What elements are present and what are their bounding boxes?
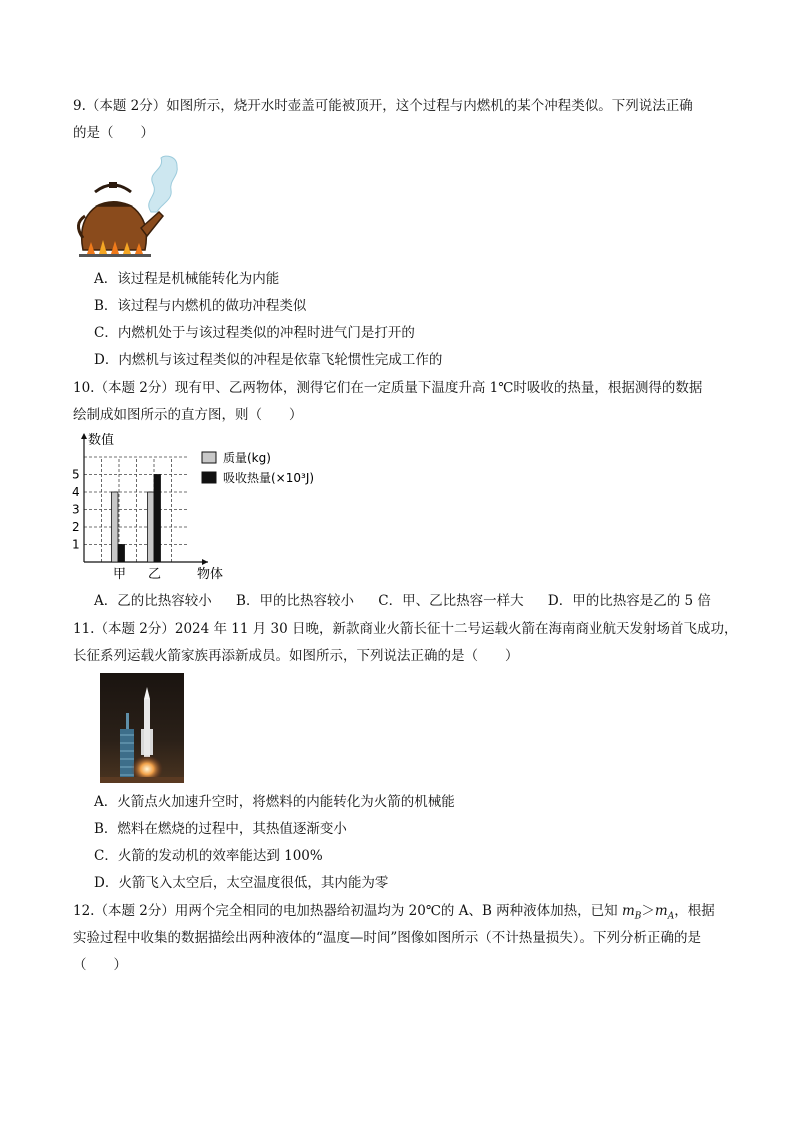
q9-option-a: A．该过程是机械能转化为内能 xyxy=(94,271,280,287)
chart-category-label: 甲 xyxy=(113,567,127,582)
bar xyxy=(154,475,161,563)
q11-stem-line2: 长征系列运载火箭家族再添新成员。如图所示，下列说法正确的是（ ） xyxy=(73,648,519,664)
y-tick-label: 5 xyxy=(72,467,80,482)
q11-option-b: B．燃料在燃烧的过程中，其热值逐渐变小 xyxy=(94,821,347,837)
rocket-launch-photo xyxy=(100,673,184,783)
q9-option-c: C．内燃机处于与该过程类似的冲程时进气门是打开的 xyxy=(94,325,415,341)
chart-ylabel: 数值 xyxy=(88,433,115,448)
x-axis-arrow xyxy=(202,559,208,565)
q11-option-d: D．火箭飞入太空后，太空温度很低，其内能为零 xyxy=(94,875,389,891)
legend-label-heat: 吸收热量(×10³J) xyxy=(223,471,315,485)
mass-a-symbol: $m_A$ xyxy=(654,903,675,922)
bar xyxy=(112,492,119,562)
q10-option-c: C．甲、乙比热容一样大 xyxy=(378,593,524,609)
q10-options xyxy=(94,592,731,610)
q11-option-c: C．火箭的发动机的效率能达到 100% xyxy=(94,848,323,864)
y-tick-label: 2 xyxy=(72,520,80,534)
q10-option-d: D．甲的比热容是乙的 5 倍 xyxy=(547,593,711,609)
q10-option-a: A．乙的比热容较小 xyxy=(94,593,212,609)
q12-stem-line1-end: ，根据 xyxy=(674,903,715,919)
q9-option-d: D．内燃机与该过程类似的冲程是依靠飞轮惯性完成工作的 xyxy=(94,352,443,368)
chart-category-label: 乙 xyxy=(148,567,162,582)
legend-swatch-heat xyxy=(202,472,216,483)
legend-label-mass: 质量(kg) xyxy=(223,451,271,465)
q12-stem-line1-start: 12.（本题 2分）用两个完全相同的电加热器给初温均为 20℃的 A、B 两种液体加热，已知 xyxy=(73,903,622,919)
bar xyxy=(118,545,125,563)
legend-swatch-mass xyxy=(202,452,216,463)
y-tick-label: 4 xyxy=(72,485,80,499)
q10-stem-line1: 10.（本题 2分）现有甲、乙两物体，测得它们在一定质量下温度升高 1℃时吸收的热量，根据测得的数据 xyxy=(73,380,703,396)
y-axis-arrow xyxy=(81,433,87,439)
q11-option-a: A．火箭点火加速升空时，将燃料的内能转化为火箭的机械能 xyxy=(94,794,455,810)
q10-option-b: B．甲的比热容较小 xyxy=(236,593,354,609)
q9-stem-line1: 9.（本题 2分）如图所示，烧开水时壶盖可能被顶开，这个过程与内燃机的某个冲程类似。下列说法正确 xyxy=(73,98,693,114)
q12-stem-line1 xyxy=(73,902,715,926)
bar-chart xyxy=(70,430,340,585)
q9-option-b: B．该过程与内燃机的做功冲程类似 xyxy=(94,298,307,314)
q12-stem-line2: 实验过程中收集的数据描绘出两种液体的“温度—时间”图像如图所示（不计热量损失）。下列分析正确的是 xyxy=(73,930,702,946)
q11-stem-line1: 11.（本题 2分）2024 年 11 月 30 日晚，新款商业火箭长征十二号运载火箭在海南商业航天发射场首飞成功， xyxy=(73,621,738,637)
greater-than: ＞ xyxy=(641,903,655,919)
y-tick-label: 1 xyxy=(72,537,80,552)
q10-stem-line2: 绘制成如图所示的直方图，则（ ） xyxy=(73,407,303,423)
mass-b-symbol: $m_B$ xyxy=(621,903,642,922)
q12-stem-line3: （ ） xyxy=(73,957,127,973)
chart-xlabel: 物体 xyxy=(197,567,224,582)
kettle-illustration xyxy=(73,150,185,260)
bar xyxy=(148,492,155,562)
q9-stem-line2: 的是（ ） xyxy=(73,125,154,141)
y-tick-label: 3 xyxy=(72,502,80,517)
